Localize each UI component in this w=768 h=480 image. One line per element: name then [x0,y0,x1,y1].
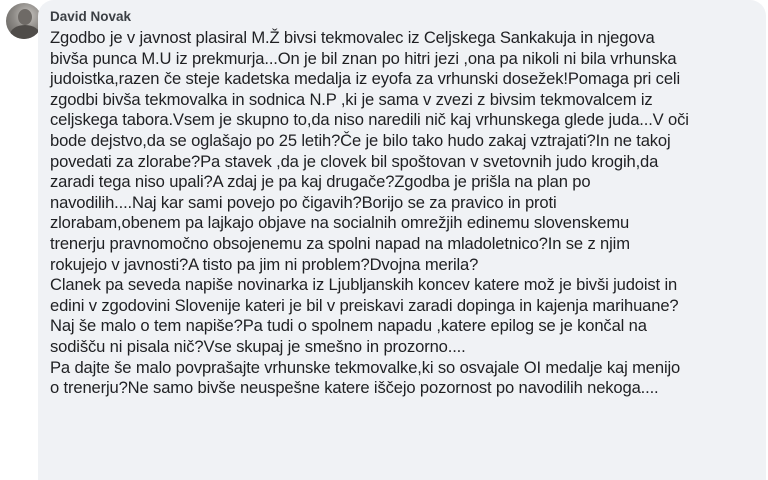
comment-line: bivša punca M.U iz prekmurja...On je bil znan po hitri jezi ,ona pa nikoli ni bila vrhunska [50,48,677,68]
comment-line: edini v zgodovini Slovenije kateri je bil v preiskavi zaradi dopinga in kajenja marihuane? [50,295,679,315]
comment-line: sodišču ni pisala nič?Vse skupaj je smešno in prozorno.... [50,336,466,356]
comment-line: navodilih....Naj kar sami povejo po čigavih?Borijo se za pravico in proti [50,192,557,212]
avatar-shoulders-shape [10,25,40,39]
comment-line: bode dejstvo,da se oglašajo po 25 letih?Če je bilo tako hudo zakaj vztrajati?In ne takoj [50,130,671,150]
comment-line: zaradi tega niso upali?A zdaj je pa kaj drugače?Zgodba je prišla na plan po [50,172,591,192]
comment-line: rokujejo v javnosti?A tisto pa jim ni problem?Dvojna merila? [50,254,479,274]
comment-line: zlorabam,obenem pa lajkajo objave na socialnih omrežjih edinemu slovenskemu [50,213,630,233]
comment-line: Clanek pa seveda napiše novinarka iz Ljubljanskih koncev katere mož je bivši judoist in [50,275,678,295]
comment-line: zgodbi bivša tekmovalka in sodnica N.P ,ki je sama v zvezi z bivsim tekmovalcem iz [50,89,653,109]
comment-line: judoistka,razen če steje kadetska medalja iz eyofa za vrhunski dosežek!Pomaga pri celi [50,69,680,89]
comment-author[interactable]: David Novak [50,9,132,24]
comment-line: trenerju pravnomočno obsojenemu za spolni napad na mladoletnico?In se z njim [50,233,630,253]
comment-text [50,28,756,399]
comment-line: celjskega tabora.Vsem je skupno to,da niso naredili nič kaj vrhunskega glede juda...V oči [50,110,689,130]
comment-line: Naj še malo o tem napiše?Pa tudi o spolnem napadu ,katere epilog se je končal na [50,316,647,336]
comment-line: Zgodbo je v javnost plasiral M.Ž bivsi tekmovalec iz Celjskega Sankakuja in njegova [50,28,655,47]
comment-bubble [38,0,766,480]
avatar[interactable] [6,3,42,39]
comment-line: Pa dajte še malo povprašajte vrhunske tekmovalke,ki so osvajale OI medalje kaj menijo [50,357,681,377]
comment-line: povedati za zlorabe?Pa stavek ,da je clovek bil spoštovan v svetovnih judo krogih,da [50,151,659,171]
avatar-head-shape [18,9,32,25]
comment-line: o trenerju?Ne samo bivše neuspešne katere iščejo pozornost po navodilih nekoga.... [50,378,659,398]
